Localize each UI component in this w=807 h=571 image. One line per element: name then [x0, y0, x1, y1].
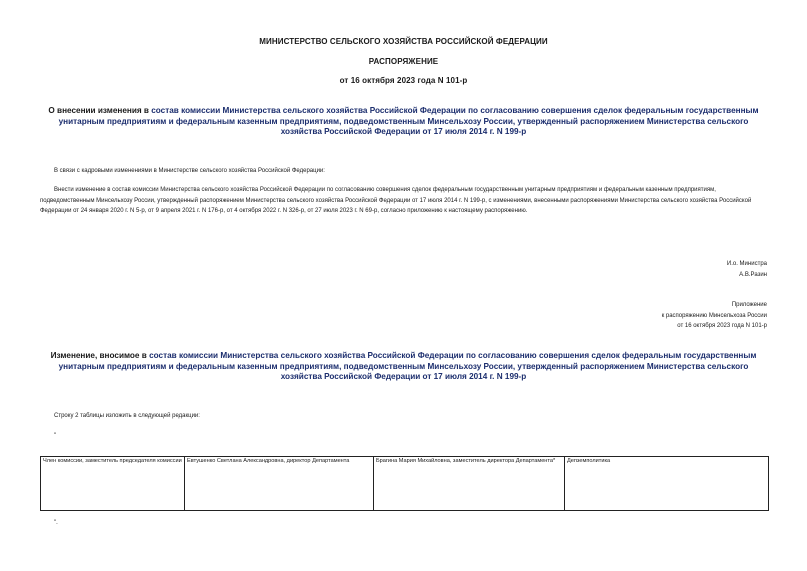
intro-paragraph: В связи с кадровыми изменениями в Министерстве сельского хозяйства Российской Федерации: — [54, 168, 325, 174]
composition-table — [40, 456, 769, 511]
table-cell-new-member: Брагина Мария Михайловна, заместитель директора Департамента* — [374, 457, 565, 511]
title-prefix: О внесении изменения в — [48, 106, 149, 115]
document-date-number: от 16 октября 2023 года N 101-р — [339, 76, 468, 85]
quote-close: ". — [54, 520, 58, 526]
table-cell-role: Член комиссии, заместитель председателя комиссии — [41, 457, 185, 511]
appendix-title-prefix: Изменение, вносимое в — [50, 351, 147, 360]
table-cell-member: Евтушенко Светлана Александровна, директор Департамента — [185, 457, 374, 511]
table-row — [41, 457, 769, 511]
document-title — [40, 106, 767, 138]
signature-position: И.о. Министра — [726, 261, 767, 267]
document-type: РАСПОРЯЖЕНИЕ — [368, 57, 439, 66]
signature-name: А.В.Разин — [739, 271, 767, 278]
appendix-title — [40, 351, 767, 383]
appendix-instruction: Строку 2 таблицы изложить в следующей редакции: — [54, 413, 200, 419]
ministry-header: МИНИСТЕРСТВО СЕЛЬСКОГО ХОЗЯЙСТВА РОССИЙСКОЙ ФЕДЕРАЦИИ — [259, 37, 548, 46]
signature-block — [727, 259, 767, 280]
appendix-line-1: Приложение — [731, 302, 767, 308]
appendix-reference — [662, 300, 767, 332]
title-link[interactable]: состав комиссии Министерства сельского хозяйства Российской Федерации по согласованию совершения сделок федеральным государственным унитарным предприятиям и федеральным казенным предприятиям, подведомственным Минсельхозу России, утвержденный распоряжением Министерства сельского хозяйства Российской Федерации от 17 июля 2014 г. N 199-р — [58, 106, 759, 137]
appendix-line-3: от 16 октября 2023 года N 101-р — [677, 323, 767, 330]
appendix-line-2: к распоряжению Минсельхоза России — [661, 312, 767, 319]
table-cell-department: Депземполитика — [565, 457, 769, 511]
main-paragraph: Внести изменение в состав комиссии Министерства сельского хозяйства Российской Федерации по согласованию совершения сделок федеральным государственным унитарным предприятиям и федеральным казенным предприятиям, подведомственным Минсельхозу России, утвержденный распоряжением Министерства сельского хозяйства Российской Федерации от 17 июля 2014 г. N 199-р, с изменениями, внесенными распоряжениями Министерства сельского хозяйства Российской Федерации от 24 января 2020 г. N 5-р, от 9 апреля 2021 г. N 176-р, от 4 октября 2022 г. N 326-р, от 27 июля 2023 г. N 69-р, согласно приложению к настоящему распоряжению. — [40, 187, 752, 215]
quote-open: " — [54, 433, 57, 439]
appendix-title-link[interactable]: состав комиссии Министерства сельского хозяйства Российской Федерации по согласованию совершения сделок федеральным государственным унитарным предприятиям и федеральным казенным предприятиям, подведомственным Минсельхозу России, утвержденный распоряжением Министерства сельского хозяйства Российской Федерации от 17 июля 2014 г. N 199-р — [58, 351, 757, 382]
